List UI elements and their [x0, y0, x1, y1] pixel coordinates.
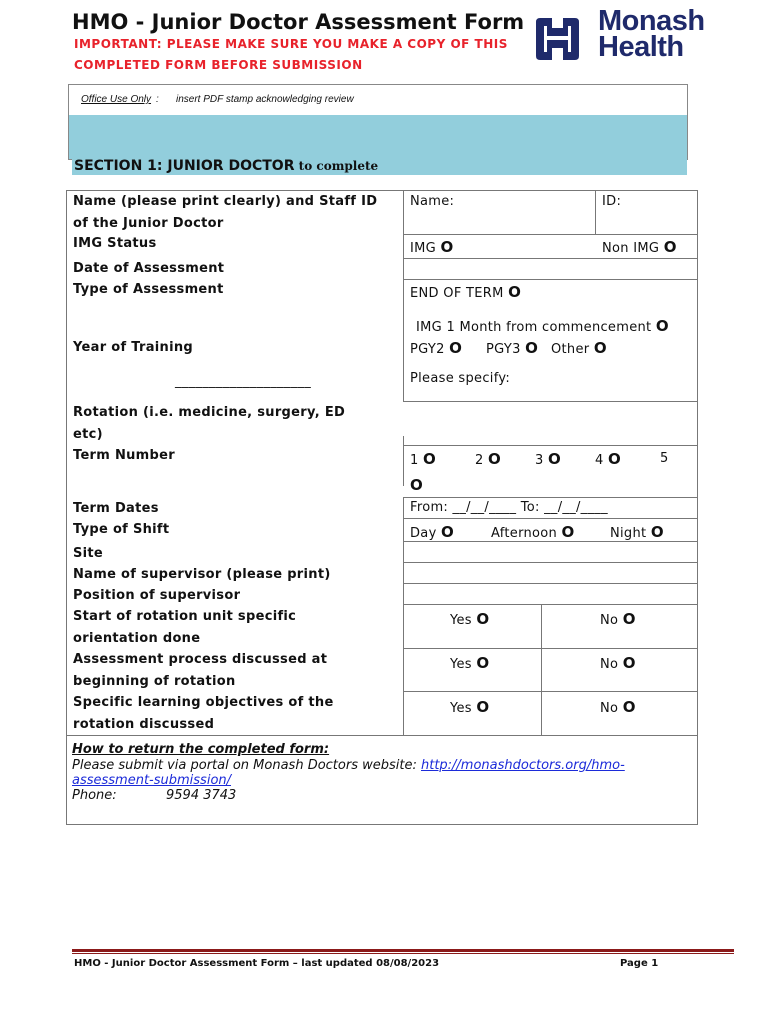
day-label: Day: [410, 526, 442, 541]
night-radio[interactable]: O: [650, 523, 664, 541]
divider: [403, 648, 697, 649]
term-2-option[interactable]: [475, 450, 501, 470]
phone-label: Phone:: [72, 788, 117, 803]
rotation-label-line1: Rotation (i.e. medicine, surgery, ED: [73, 405, 346, 420]
afternoon-option[interactable]: [491, 523, 575, 543]
name-label-line1: Name (please print clearly) and Staff ID: [73, 194, 378, 209]
term-5-radio-wrap[interactable]: [410, 476, 423, 496]
supervisor-position-field[interactable]: [407, 585, 695, 603]
term-4-radio[interactable]: O: [608, 450, 622, 468]
pgy2-option[interactable]: [410, 339, 462, 359]
section-title: [74, 158, 378, 174]
section-title-suffix: to complete: [294, 159, 379, 173]
process-yes-option[interactable]: [450, 654, 489, 674]
divider: [403, 518, 697, 519]
important-notice-line2: COMPLETED FORM BEFORE SUBMISSION: [74, 58, 363, 72]
other-label: Other: [551, 342, 594, 357]
term-1-label: 1: [410, 453, 424, 468]
pgy3-radio[interactable]: O: [525, 339, 539, 357]
objectives-label-line1: Specific learning objectives of the: [73, 695, 334, 710]
no-label: No: [600, 613, 623, 628]
yes-label: Yes: [450, 613, 477, 628]
logo-wordmark: [598, 5, 705, 63]
orientation-yes-radio[interactable]: O: [476, 610, 490, 628]
term-dates-label: Term Dates: [73, 501, 159, 516]
term-3-radio[interactable]: O: [548, 450, 562, 468]
divider: [403, 234, 697, 235]
date-of-assessment-label: Date of Assessment: [73, 261, 225, 276]
orientation-no-radio[interactable]: O: [622, 610, 636, 628]
img-option-label: IMG: [410, 241, 441, 256]
end-of-term-radio[interactable]: O: [508, 283, 522, 301]
non-img-radio[interactable]: O: [663, 238, 677, 256]
night-label: Night: [610, 526, 651, 541]
supervisor-name-label: Name of supervisor (please print): [73, 567, 331, 582]
non-img-option-label: Non IMG: [602, 241, 664, 256]
term-dates-field[interactable]: From: __/__/____ To: __/__/____: [410, 500, 608, 515]
term-1-option[interactable]: [410, 450, 436, 470]
return-instructions-title: How to return the completed form:: [72, 742, 330, 757]
divider: [403, 497, 697, 498]
orientation-no-option[interactable]: [600, 610, 636, 630]
img-1-month-radio[interactable]: O: [655, 317, 669, 335]
term-5-option[interactable]: [660, 450, 669, 468]
orientation-label-line1: Start of rotation unit specific: [73, 609, 297, 624]
term-4-label: 4: [595, 453, 609, 468]
site-label: Site: [73, 546, 104, 561]
term-3-label: 3: [535, 453, 549, 468]
monash-health-logo-icon: [530, 14, 585, 64]
submission-link-continued[interactable]: assessment-submission/: [72, 773, 232, 788]
divider: [403, 258, 697, 259]
term-3-option[interactable]: [535, 450, 561, 470]
divider: [403, 497, 404, 735]
objectives-label-line2: rotation discussed: [73, 717, 215, 732]
process-yes-radio[interactable]: O: [476, 654, 490, 672]
divider: [403, 583, 697, 584]
term-5-radio[interactable]: O: [410, 476, 424, 494]
divider: [595, 191, 596, 234]
non-img-option[interactable]: [602, 238, 677, 258]
afternoon-radio[interactable]: O: [561, 523, 575, 541]
img-radio[interactable]: O: [440, 238, 454, 256]
footer-document-info: HMO - Junior Doctor Assessment Form – last updated 08/08/2023: [74, 958, 440, 969]
return-instructions-text: Please submit via portal on Monash Doctors website:: [72, 758, 421, 773]
office-stamp-area[interactable]: [69, 115, 687, 159]
office-use-label: Office Use Only: [81, 94, 152, 105]
logo-line-1: Monash: [598, 5, 705, 37]
img-1-month-label: IMG 1 Month from commencement: [416, 320, 656, 335]
afternoon-label: Afternoon: [491, 526, 562, 541]
no-label: No: [600, 657, 623, 672]
process-no-radio[interactable]: O: [622, 654, 636, 672]
yes-label: Yes: [450, 657, 477, 672]
day-radio[interactable]: O: [441, 523, 455, 541]
rotation-label-line2: etc): [73, 427, 103, 442]
section-heading: [72, 158, 687, 175]
pgy2-radio[interactable]: O: [449, 339, 463, 357]
term-1-radio[interactable]: O: [423, 450, 437, 468]
office-use-box: [68, 84, 688, 160]
img-option[interactable]: [410, 238, 454, 258]
orientation-label-line2: orientation done: [73, 631, 201, 646]
yes-label: Yes: [450, 701, 477, 716]
pgy3-option[interactable]: [486, 339, 538, 359]
process-label-line2: beginning of rotation: [73, 674, 236, 689]
objectives-yes-option[interactable]: [450, 698, 489, 718]
divider: [403, 401, 697, 402]
name-label-line2: of the Junior Doctor: [73, 216, 224, 231]
footer-rule: [72, 949, 734, 952]
pgy3-label: PGY3: [486, 342, 526, 357]
id-field[interactable]: ID:: [602, 194, 622, 209]
term-number-label: Term Number: [73, 448, 175, 463]
night-option[interactable]: [610, 523, 664, 543]
pgy2-label: PGY2: [410, 342, 450, 357]
office-use-colon: :: [156, 94, 159, 105]
orientation-yes-option[interactable]: [450, 610, 489, 630]
divider: [403, 691, 697, 692]
img-1-month-option[interactable]: [416, 317, 669, 337]
type-of-shift-label: Type of Shift: [73, 522, 170, 537]
objectives-yes-radio[interactable]: O: [476, 698, 490, 716]
objectives-no-radio[interactable]: O: [622, 698, 636, 716]
process-no-option[interactable]: [600, 654, 636, 674]
year-of-training-label: Year of Training: [73, 340, 194, 355]
phone-number: 9594 3743: [166, 788, 237, 803]
logo-line-2: Health: [598, 31, 684, 63]
type-of-assessment-label: Type of Assessment: [73, 282, 224, 297]
divider: [403, 562, 697, 563]
divider: [403, 436, 404, 486]
office-use-note: insert PDF stamp acknowledging review: [176, 94, 354, 105]
end-of-term-option[interactable]: [410, 283, 521, 303]
year-of-training-blank[interactable]: ____________________: [175, 374, 311, 389]
divider: [403, 445, 697, 446]
footer-page-number: Page 1: [620, 958, 659, 969]
please-specify-field[interactable]: Please specify:: [410, 371, 511, 386]
term-2-label: 2: [475, 453, 489, 468]
process-label-line1: Assessment process discussed at: [73, 652, 328, 667]
img-status-label: IMG Status: [73, 236, 157, 251]
no-label: No: [600, 701, 623, 716]
divider: [403, 604, 697, 605]
submission-link[interactable]: http://monashdoctors.org/hmo-: [420, 758, 625, 773]
term-5-label: 5: [660, 451, 669, 466]
form-title: HMO - Junior Doctor Assessment Form: [72, 10, 525, 34]
end-of-term-label: END OF TERM: [410, 286, 509, 301]
important-notice-line1: IMPORTANT: PLEASE MAKE SURE YOU MAKE A COPY OF THIS: [74, 37, 508, 51]
site-field[interactable]: [407, 543, 695, 561]
objectives-no-option[interactable]: [600, 698, 636, 718]
other-radio[interactable]: O: [593, 339, 607, 357]
return-instructions-line1: [72, 758, 625, 773]
divider: [541, 604, 542, 735]
junior-doctor-form: [66, 190, 698, 825]
day-option[interactable]: [410, 523, 454, 543]
section-title-main: SECTION 1: JUNIOR DOCTOR: [74, 158, 295, 174]
footer-rule-thin: [72, 953, 734, 954]
divider: [403, 279, 697, 280]
name-field[interactable]: Name:: [410, 194, 455, 209]
term-4-option[interactable]: [595, 450, 621, 470]
divider: [403, 191, 404, 401]
term-2-radio[interactable]: O: [488, 450, 502, 468]
other-option[interactable]: [551, 339, 607, 359]
supervisor-name-field[interactable]: [407, 564, 695, 582]
supervisor-position-label: Position of supervisor: [73, 588, 241, 603]
